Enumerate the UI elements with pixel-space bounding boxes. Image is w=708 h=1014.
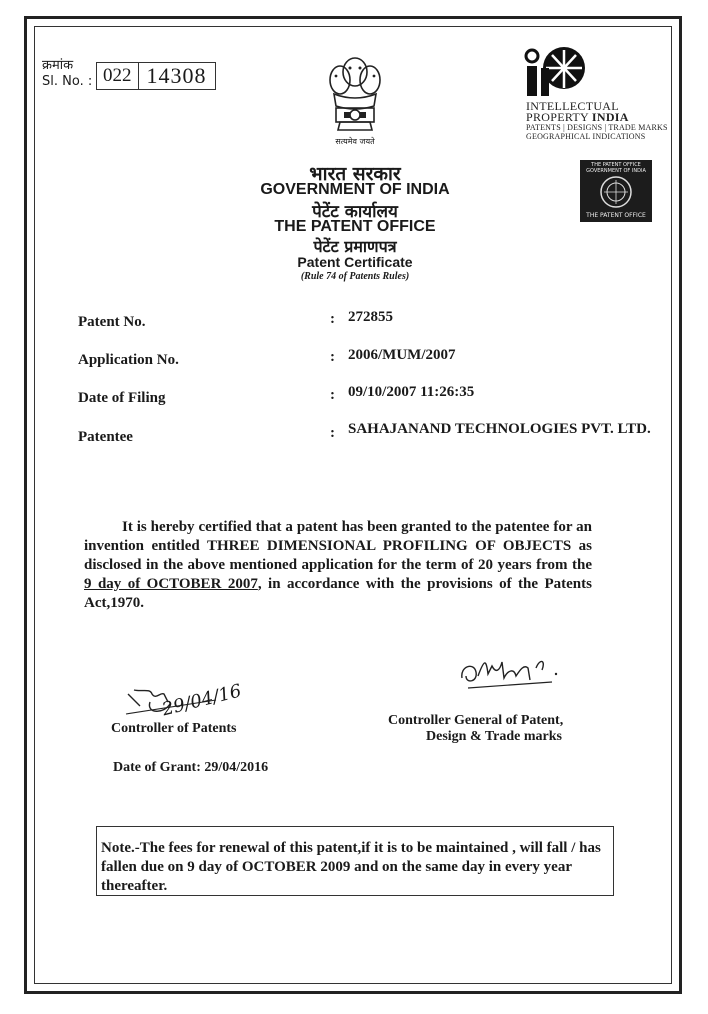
ip-india-line2a: PROPERTY bbox=[526, 110, 589, 124]
serial-label-english: Sl. No. : bbox=[42, 74, 93, 89]
patent-no-value: 272855 bbox=[348, 309, 393, 325]
seal-top-text: THE PATENT OFFICE GOVERNMENT OF INDIA bbox=[586, 162, 646, 174]
serial-label bbox=[42, 58, 92, 90]
serial-number: 14308 bbox=[146, 63, 207, 88]
colon: : bbox=[330, 311, 335, 327]
controller-general-title-line1: Controller General of Patent, bbox=[388, 713, 564, 728]
ip-india-line2b: INDIA bbox=[591, 110, 629, 124]
gov-english: GOVERNMENT OF INDIA bbox=[260, 181, 450, 198]
emblem-caption: सत्यमेव जयते bbox=[335, 137, 375, 146]
ip-india-logo-icon bbox=[524, 46, 588, 98]
rule-reference: (Rule 74 of Patents Rules) bbox=[300, 271, 410, 282]
office-hindi: पेटेंट कार्यालय bbox=[312, 202, 398, 222]
certification-text: It is hereby certified that a patent has been granted to the patentee for an invention entitled THREE DIMENSIONAL PROFILING OF OBJECTS as disclosed in the above mentioned application for the term of 20 years from the bbox=[84, 519, 592, 573]
ip-india-line4: GEOGRAPHICAL INDICATIONS bbox=[526, 132, 646, 141]
controller-title: Controller of Patents bbox=[111, 721, 237, 736]
term-start-date: 9 day of OCTOBER 2007 bbox=[84, 576, 258, 592]
patent-office-seal bbox=[580, 160, 652, 222]
seal-bottom-text: THE PATENT OFFICE bbox=[586, 212, 646, 219]
colon: : bbox=[330, 349, 335, 365]
application-no-value: 2006/MUM/2007 bbox=[348, 347, 456, 363]
ip-india-line3: PATENTS | DESIGNS | TRADE MARKS bbox=[526, 123, 668, 132]
ip-india-line1: INTELLECTUAL bbox=[526, 99, 619, 113]
patentee-value: SAHAJANAND TECHNOLOGIES PVT. LTD. bbox=[348, 421, 651, 437]
serial-number-box bbox=[96, 62, 216, 90]
office-english: THE PATENT OFFICE bbox=[274, 218, 436, 235]
date-of-filing-label: Date of Filing bbox=[78, 390, 166, 406]
patent-no-label: Patent No. bbox=[78, 314, 146, 330]
controller-general-signature bbox=[456, 648, 566, 696]
national-emblem-icon bbox=[320, 50, 390, 146]
serial-label-hindi: क्रमांक bbox=[42, 58, 74, 73]
gov-hindi: भारत सरकार bbox=[309, 163, 401, 185]
patentee-label: Patentee bbox=[78, 429, 133, 445]
colon: : bbox=[330, 387, 335, 403]
date-of-filing-value: 09/10/2007 11:26:35 bbox=[348, 384, 475, 400]
application-no-label: Application No. bbox=[78, 352, 179, 368]
certification-paragraph bbox=[84, 518, 592, 613]
certificate-hindi: पेटेंट प्रमाणपत्र bbox=[313, 237, 397, 256]
ip-india-text bbox=[526, 101, 668, 141]
certification-text-end: , in accordance with the provisions of the Patents Act,1970. bbox=[84, 576, 592, 611]
seal-emblem-icon bbox=[598, 174, 634, 210]
controller-general-title-line2: Design & Trade marks bbox=[426, 729, 562, 744]
date-of-grant: Date of Grant: 29/04/2016 bbox=[113, 760, 269, 775]
controller-handwritten-date: 29/04/16 bbox=[160, 680, 244, 721]
renewal-note-box bbox=[96, 826, 614, 896]
certificate-english: Patent Certificate bbox=[297, 254, 413, 270]
colon: : bbox=[330, 425, 335, 441]
renewal-note-text: Note.-The fees for renewal of this patent,if it is to be maintained , will fall / has fallen due on 9 day of OCTOBER 2009 and on the same day in every year thereafter. bbox=[101, 840, 601, 894]
serial-prefix: 022 bbox=[97, 63, 139, 89]
